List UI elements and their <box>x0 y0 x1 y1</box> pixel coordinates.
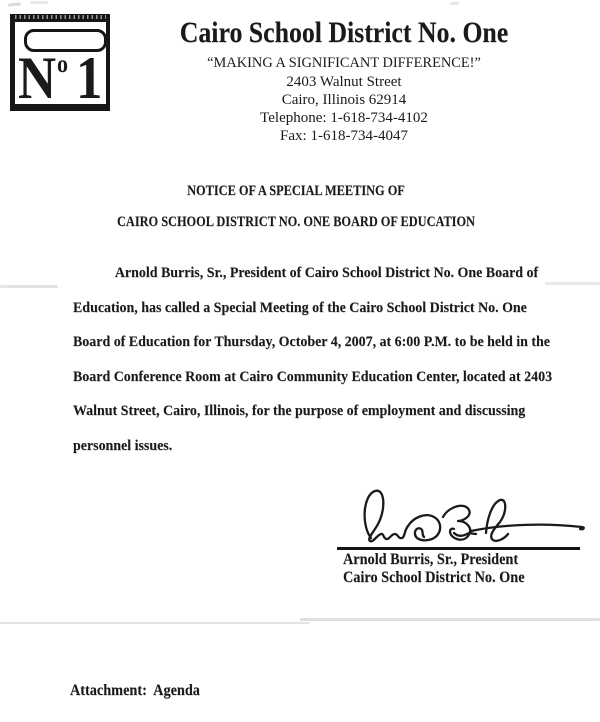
logo-letter-n: N <box>18 45 57 111</box>
fax-line: Fax: 1-618-734-4047 <box>280 128 408 144</box>
district-number-one-logo <box>10 14 110 111</box>
address-street: 2403 Walnut Street <box>286 74 402 90</box>
phone-line: Telephone: 1-618-734-4102 <box>260 110 428 126</box>
scan-artifact <box>0 622 310 624</box>
logo-number-text <box>18 45 103 111</box>
letterhead-text <box>118 15 570 145</box>
scan-artifact <box>450 2 459 5</box>
body-line: Education, has called a Special Meeting of the Cairo School District No. One <box>73 299 527 316</box>
scan-artifact <box>0 285 58 288</box>
notice-heading-line2: CAIRO SCHOOL DISTRICT NO. ONE BOARD OF EDUCATION <box>117 214 475 230</box>
notice-heading-line1: NOTICE OF A SPECIAL MEETING OF <box>187 183 405 199</box>
scan-artifact <box>8 2 21 6</box>
body-line: Board Conference Room at Cairo Community Education Center, located at 2403 <box>73 368 553 385</box>
scan-artifact <box>300 618 600 621</box>
body-line: Board of Education for Thursday, October 4, 2007, at 6:00 P.M. to be held in the <box>73 334 550 351</box>
logo-superscript-o: o <box>57 51 69 78</box>
logo-top-strip <box>15 15 106 19</box>
address-city: Cairo, Illinois 62914 <box>281 92 407 108</box>
body-line: personnel issues. <box>73 437 173 454</box>
logo-digit-one: 1 <box>75 45 103 111</box>
district-tagline: “MAKING A SIGNIFICANT DIFFERENCE!” <box>207 55 481 71</box>
signatory-organization: Cairo School District No. One <box>343 568 525 586</box>
district-title: Cairo School District No. One <box>179 16 509 49</box>
signature-handwriting <box>355 481 588 549</box>
district-address-block <box>118 73 570 145</box>
body-line: Arnold Burris, Sr., President of Cairo School District No. One Board of <box>114 265 539 281</box>
notice-body-paragraph <box>73 256 575 464</box>
attachment-note: Attachment: Agenda <box>70 682 200 699</box>
scan-artifact <box>30 1 48 4</box>
signatory-name-title: Arnold Burris, Sr., President <box>343 551 519 568</box>
signature-line <box>337 547 580 550</box>
signatory-block <box>343 551 525 586</box>
body-line: Walnut Street, Cairo, Illinois, for the purpose of employment and discussing <box>73 403 526 420</box>
